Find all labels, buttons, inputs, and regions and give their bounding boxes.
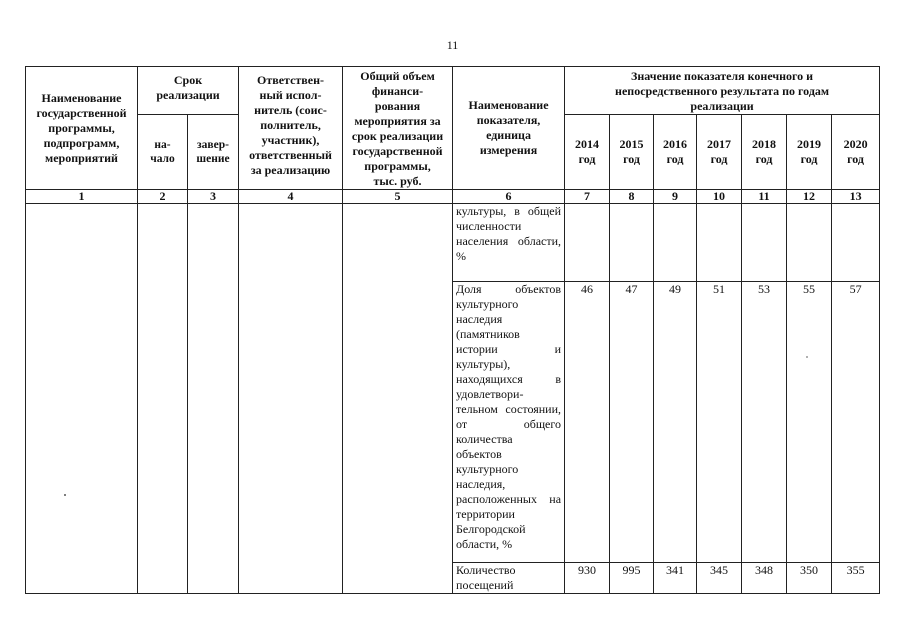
column-number: 4 [239,190,343,204]
indicators-table [25,66,880,594]
header-start: на- чало [138,115,188,190]
value-cell [610,204,654,282]
value-cell: 345 [697,563,742,594]
header-year-2014: 2014 год [565,115,610,190]
header-term [138,67,239,115]
value-cell [787,204,832,282]
responsible-cell [239,204,343,594]
column-number: 2 [138,190,188,204]
start-cell [138,204,188,594]
value-cell [742,204,787,282]
column-number: 6 [453,190,565,204]
indicator-name: Количество посещений [453,563,565,594]
value-cell [832,204,880,282]
value-cell: 47 [610,282,654,563]
header-year-2015: 2015 год [610,115,654,190]
value-cell: 49 [654,282,697,563]
scan-speck [806,356,808,358]
header-program-name: Наименование государственной программы, подпрограмм, мероприятий [26,67,138,190]
value-cell [697,204,742,282]
value-cell: 53 [742,282,787,563]
column-number: 10 [697,190,742,204]
end-cell [188,204,239,594]
column-number: 5 [343,190,453,204]
header-indicator-name: Наименование показателя, единица измерения [453,67,565,190]
column-number: 12 [787,190,832,204]
value-cell: 46 [565,282,610,563]
column-number: 7 [565,190,610,204]
header-year-2018: 2018 год [742,115,787,190]
funding-cell [343,204,453,594]
value-cell: 995 [610,563,654,594]
column-number: 11 [742,190,787,204]
value-cell [654,204,697,282]
value-cell: 341 [654,563,697,594]
value-cell: 350 [787,563,832,594]
header-year-2019: 2019 год [787,115,832,190]
header-values-by-year: Значение показателя конечного и непосредственного результата по годам реализации [565,67,880,115]
value-cell: 930 [565,563,610,594]
scan-speck [64,494,66,496]
value-cell: 355 [832,563,880,594]
header-end: завер- шение [188,115,239,190]
indicator-name: Доля объектов культурного наследия (памятников истории и культуры), находящихся в удовлетвори-тельном состоянии, от общего количества объектов культурного наследия, расположенных на территории Белгородской области, % [453,282,565,563]
header-year-2016: 2016 год [654,115,697,190]
header-responsible: Ответствен- ный испол- нитель (соис- полнитель, участник), ответственный за реализацию [239,67,343,190]
header-year-2017: 2017 год [697,115,742,190]
value-cell: 51 [697,282,742,563]
column-number: 1 [26,190,138,204]
column-number: 8 [610,190,654,204]
page-number: 11 [446,38,459,52]
header-term-label: Срок реализации [156,73,220,102]
value-cell: 55 [787,282,832,563]
value-cell [565,204,610,282]
column-number: 9 [654,190,697,204]
table-row [26,204,880,282]
value-cell: 348 [742,563,787,594]
header-year-2020: 2020 год [832,115,880,190]
column-number: 13 [832,190,880,204]
column-number: 3 [188,190,239,204]
program-name-cell [26,204,138,594]
header-total-funding: Общий объем финанси- рования мероприятия за срок реализации государственной программы, тыс. руб. [343,67,453,190]
indicator-name: культуры, в общей численности населения области, % [453,204,565,282]
value-cell: 57 [832,282,880,563]
